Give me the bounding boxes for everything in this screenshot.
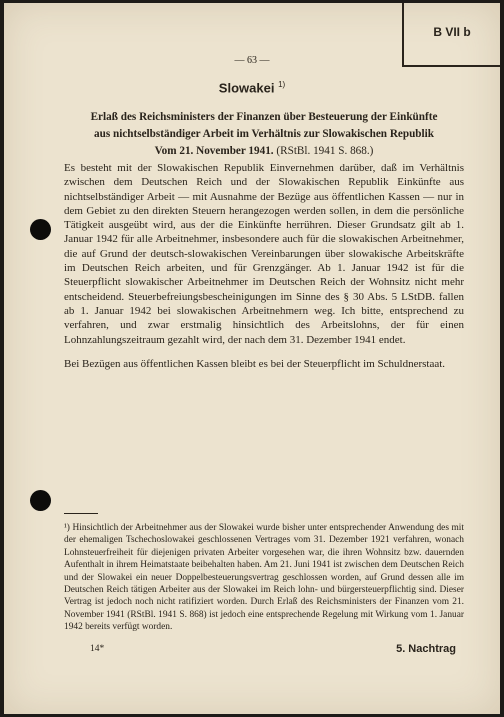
decree-date: Vom 21. November 1941.	[154, 145, 274, 157]
page-number: — 63 —	[234, 55, 270, 66]
decree-heading-line2: aus nichtselbständiger Arbeit im Verhältnis zur Slowakischen Republik	[94, 128, 434, 140]
document-page	[4, 3, 500, 714]
body-paragraph-1: Es besteht mit der Slowakischen Republik Einvernehmen darüber, daß im Verhältnis zwischen dem Deutschen Reich und der Slowakischen Republik Einkünfte aus nichtselbständiger Arbeit — mit Ausnahme der Bezüge aus öffentlichen Kassen — nur in dem Gebiet zu den direkten Steuern herangezogen werden sollen, in dem die persönliche Tätigkeit ausgeübt wird, aus der die Einkünfte herrühren. Dieser Grundsatz gilt ab 1. Januar 1942 für alle Arbeitnehmer, insbesondere auch für die slowakischen Arbeitnehmer, die auf Grund der deutsch-slowakischen Vereinbarungen über slowakische Arbeitskräfte im Deutschen Reich arbeiten, und für Grenzgänger. Ab 1. Januar 1942 ist für die Steuerpflicht slowakischer Arbeitnehmer im Deutschen Reich der Wohnsitz nicht mehr entscheidend. Steuerbefreiungsbescheinigungen im Sinne des § 30 Abs. 5 LStDB. fallen ab 1. Januar 1942 bei slowakischen Arbeitnehmern weg. Ich bitte, entsprechend zu verfahren, und zwar erstmalig hinsichtlich des Arbeitslohns, der für einen Lohnzahlungszeitraum gezahlt wird, der nach dem 31. Dezember 1941 endet.	[64, 162, 464, 346]
footnote-divider	[64, 513, 98, 514]
decree-source: (RStBl. 1941 S. 868.)	[276, 145, 374, 157]
title-footnote-ref: 1)	[278, 80, 286, 89]
decree-body	[64, 161, 464, 381]
page-title-text: Slowakei	[218, 80, 275, 96]
sheet-signature: 14*	[90, 644, 105, 654]
punch-hole-top	[30, 219, 51, 240]
decree-heading-line3	[64, 143, 464, 160]
section-tab-label: B VII b	[433, 25, 471, 39]
page-title	[4, 80, 500, 95]
body-paragraph-2: Bei Bezügen aus öffentlichen Kassen bleibt es bei der Steuerpflicht im Schuldnerstaat.	[64, 357, 446, 370]
decree-heading-line1: Erlaß des Reichsministers der Finanzen über Besteuerung der Einkünfte	[90, 111, 438, 123]
footnote: ¹) Hinsichtlich der Arbeitnehmer aus der Slowakei wurde bisher unter entsprechender Anwendung des mit der ehemaligen Tschechoslowakei geschlossenen Vertrages vom 31. Dezember 1921 verfahren, wonach Lohnsteuerfreiheit für diejenigen privaten Arbeiter vorgesehen war, die ihren Wohnsitz bzw. dauernden Aufenthalt in ihrem Heimatstaate beibehalten haben. Am 21. Juni 1941 ist zwischen dem Deutschen Reich und der Slowakei ein neuer Doppelbesteuerungsvertrag geschlossen worden, auf Grund dessen alle im Deutschen Reich tätigen Arbeiter aus der Slowakei im Reich lohn- und bürgersteuerpflichtig sind. Dieser Vertrag ist jedoch noch nicht ratifiziert worden. Durch Erlaß des Reichsministers der Finanzen vom 21. November 1941 (RStBl. 1941 S. 868) ist jedoch eine entsprechende Regelung mit Wirkung vom 1. Januar 1942 bereits verfügt worden.	[64, 523, 464, 633]
punch-hole-bottom	[30, 490, 51, 511]
supplement-label: 5. Nachtrag	[396, 643, 456, 655]
decree-heading	[64, 109, 464, 160]
